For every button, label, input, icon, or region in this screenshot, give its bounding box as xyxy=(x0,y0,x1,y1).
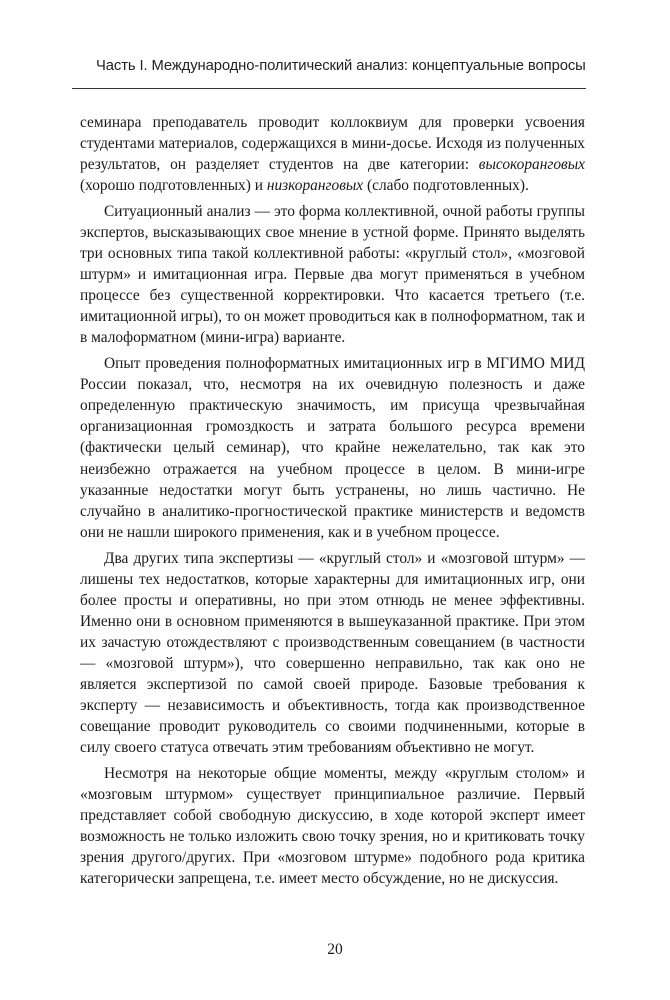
paragraph-1-text-a: семинара преподаватель проводит коллоквиум для проверки усвоения студентами материалов, содержащихся в мини-досье. Исходя из полученных результатов, он разделяет студентов на две категории: xyxy=(80,114,585,174)
paragraph-1 xyxy=(80,112,585,196)
body-text xyxy=(80,112,585,889)
term-high-rank: высокоранговых xyxy=(478,156,585,174)
paragraph-1-text-b: (хорошо подготовленных) и xyxy=(80,177,267,195)
paragraph-3: Опыт проведения полноформатных имитационных игр в МГИМО МИД России показал, что, несмотря на их очевидную полезность и даже определенную практическую значимость, им присуща чрезвычайная организационная громоздкость и затрата большого ресурса времени (фактически целый семинар), что крайне нежелательно, так как это неизбежно отражается на учебном процессе в целом. В мини-игре указанные недостатки могут быть устранены, но лишь частично. Не случайно в аналитико-прогностической практике министерств и ведомств они не нашли широкого применения, как и в учебном процессе. xyxy=(80,355,585,541)
paragraph-4: Два других типа экспертизы — «круглый стол» и «мозговой штурм» — лишены тех недостатков, которые характерны для имитационных игр, они более просты и оперативны, но при этом отнюдь не менее эффективны. Именно они в основном применяются в вышеуказанной практике. При этом их зачастую отождествляют с производственным совещанием (в частности — «мозговой штурм»), что совершенно неправильно, так как оно не является экспертизой по самой своей природе. Базовые требования к эксперту — независимость и объективность, тогда как производственное совещание проводит руководитель со своими подчиненными, которые в силу своего статуса отвечать этим требованиям объективно не могут. xyxy=(80,549,585,756)
paragraph-2: Ситуационный анализ — это форма коллективной, очной работы группы экспертов, высказывающих свое мнение в устной форме. Принято выделять три основных типа такой коллективной работы: «круглый стол», «мозговой штурм» и имитационная игра. Первые два могут применяться в учебном процессе без существенной корректировки. Что касается третьего (т.е. имитационной игры), то он может проводиться как в полноформатном, так и в малоформатном (мини-игра) варианте. xyxy=(80,203,585,347)
paragraph-1-text-c: (слабо подготовленных). xyxy=(363,177,529,195)
page-number: 20 xyxy=(327,941,343,958)
header-rule xyxy=(72,88,586,89)
term-low-rank: низкоранговых xyxy=(266,177,364,195)
running-head: Часть I. Международно-политический анализ: концептуальные вопросы xyxy=(96,58,586,74)
paragraph-5: Несмотря на некоторые общие моменты, между «круглым столом» и «мозговым штурмом» существует принципиальное различие. Первый представляет собой свободную дискуссию, в ходе которой эксперт имеет возможность не только изложить свою точку зрения, но и критиковать точку зрения другого/других. При «мозговом штурме» подобного рода критика категорически запрещена, т.е. имеет место обсуждение, но не дискуссия. xyxy=(80,764,585,888)
